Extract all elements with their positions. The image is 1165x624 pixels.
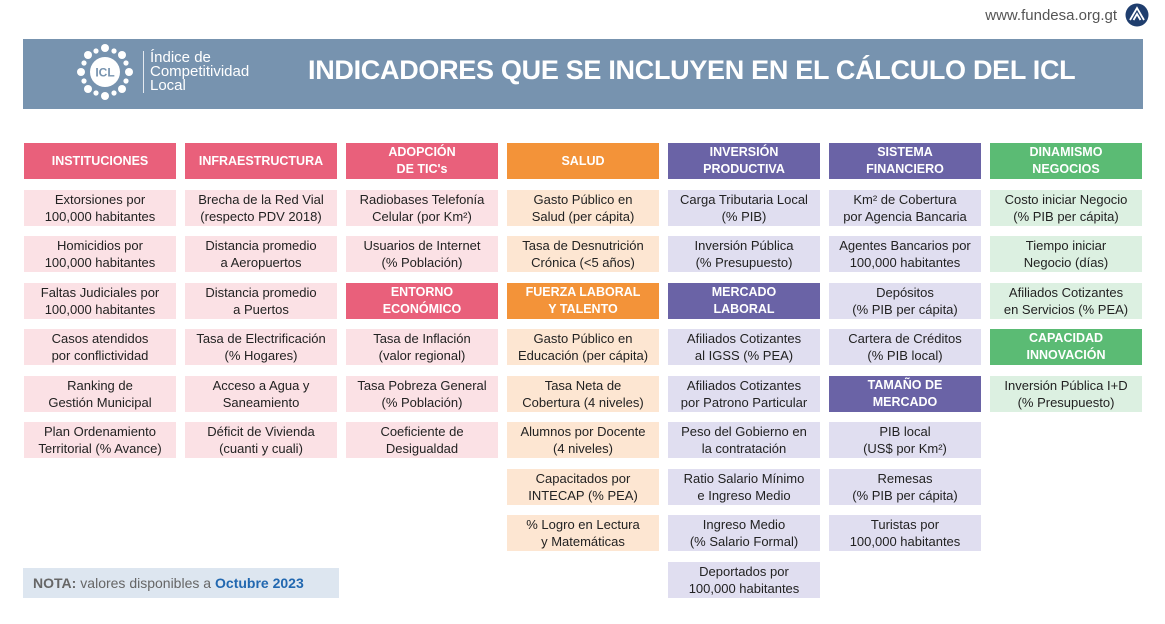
indicator-item: Remesas (% PIB per cápita)	[829, 469, 981, 505]
indicator-item: Km² de Cobertura por Agencia Bancaria	[829, 190, 981, 226]
indicator-item: Ratio Salario Mínimo e Ingreso Medio	[668, 469, 820, 505]
indicator-item: Tasa de Inflación (valor regional)	[346, 329, 498, 365]
indicator-item: Afiliados Cotizantes en Servicios (% PEA)	[990, 283, 1142, 319]
category-header-inversion-productiva: INVERSIÓN PRODUCTIVA	[668, 143, 820, 179]
indicator-item: Ingreso Medio (% Salario Formal)	[668, 515, 820, 551]
indicator-item: Distancia promedio a Aeropuertos	[185, 236, 337, 272]
indicator-item: Afiliados Cotizantes por Patrono Particular	[668, 376, 820, 412]
category-header-tamano-de-mercado: TAMAÑO DE MERCADO	[829, 376, 981, 412]
category-header-instituciones: INSTITUCIONES	[24, 143, 176, 179]
indicator-item: Agentes Bancarios por 100,000 habitantes	[829, 236, 981, 272]
indicator-item: Brecha de la Red Vial (respecto PDV 2018)	[185, 190, 337, 226]
indicator-item: Gasto Público en Educación (per cápita)	[507, 329, 659, 365]
indicator-item: Acceso a Agua y Saneamiento	[185, 376, 337, 412]
note-label: NOTA:	[33, 575, 77, 591]
indicator-item: Déficit de Vivienda (cuanti y cuali)	[185, 422, 337, 458]
indicator-item: Tasa de Desnutrición Crónica (<5 años)	[507, 236, 659, 272]
indicator-item: Tasa de Electrificación (% Hogares)	[185, 329, 337, 365]
site-url[interactable]: www.fundesa.org.gt	[985, 6, 1117, 24]
indicator-item: Usuarios de Internet (% Población)	[346, 236, 498, 272]
icl-logo-icon	[75, 42, 135, 102]
fundesa-logo-icon	[1125, 3, 1149, 27]
indicator-item: Deportados por 100,000 habitantes	[668, 562, 820, 598]
note-value: Octubre 2023	[215, 575, 304, 591]
indicator-item: Depósitos (% PIB per cápita)	[829, 283, 981, 319]
logo-line-3: Local	[150, 77, 186, 94]
indicator-item: Alumnos por Docente (4 niveles)	[507, 422, 659, 458]
indicator-item: Inversión Pública I+D (% Presupuesto)	[990, 376, 1142, 412]
category-header-mercado-laboral: MERCADO LABORAL	[668, 283, 820, 319]
indicator-item: Ranking de Gestión Municipal	[24, 376, 176, 412]
indicator-item: PIB local (US$ por Km²)	[829, 422, 981, 458]
indicator-item: Casos atendidos por conflictividad	[24, 329, 176, 365]
indicator-item: Distancia promedio a Puertos	[185, 283, 337, 319]
title-banner	[23, 39, 1143, 109]
indicator-item: Tasa Pobreza General (% Población)	[346, 376, 498, 412]
page-title: INDICADORES QUE SE INCLUYEN EN EL CÁLCULO DEL ICL	[308, 55, 1076, 85]
indicator-item: Carga Tributaria Local (% PIB)	[668, 190, 820, 226]
indicator-item: Coeficiente de Desigualdad	[346, 422, 498, 458]
logo-text	[143, 51, 249, 93]
indicator-item: Capacitados por INTECAP (% PEA)	[507, 469, 659, 505]
note-text: valores disponibles a	[80, 575, 212, 591]
indicator-item: Plan Ordenamiento Territorial (% Avance)	[24, 422, 176, 458]
logo-line-1: Índice de	[150, 49, 211, 66]
indicator-item: Tasa Neta de Cobertura (4 niveles)	[507, 376, 659, 412]
indicator-item: % Logro en Lectura y Matemáticas	[507, 515, 659, 551]
category-header-infraestructura: INFRAESTRUCTURA	[185, 143, 337, 179]
site-header	[985, 4, 1149, 26]
category-header-salud: SALUD	[507, 143, 659, 179]
indicator-item: Peso del Gobierno en la contratación	[668, 422, 820, 458]
category-header-entorno-economico: ENTORNO ECONÓMICO	[346, 283, 498, 319]
indicator-item: Tiempo iniciar Negocio (días)	[990, 236, 1142, 272]
category-header-fuerza-laboral-y-talento: FUERZA LABORAL Y TALENTO	[507, 283, 659, 319]
note-box	[23, 568, 339, 598]
category-header-sistema-financiero: SISTEMA FINANCIERO	[829, 143, 981, 179]
category-header-capacidad-innovacion: CAPACIDAD INNOVACIÓN	[990, 329, 1142, 365]
indicator-item: Cartera de Créditos (% PIB local)	[829, 329, 981, 365]
logo-line-2: Competitividad	[150, 63, 250, 80]
icl-logo	[75, 42, 249, 102]
indicator-item: Costo iniciar Negocio (% PIB per cápita)	[990, 190, 1142, 226]
indicator-item: Extorsiones por 100,000 habitantes	[24, 190, 176, 226]
indicator-item: Faltas Judiciales por 100,000 habitantes	[24, 283, 176, 319]
indicator-item: Gasto Público en Salud (per cápita)	[507, 190, 659, 226]
indicator-item: Homicidios por 100,000 habitantes	[24, 236, 176, 272]
indicator-item: Turistas por 100,000 habitantes	[829, 515, 981, 551]
indicator-item: Radiobases Telefonía Celular (por Km²)	[346, 190, 498, 226]
logo-abbr: ICL	[95, 65, 115, 80]
indicator-item: Inversión Pública (% Presupuesto)	[668, 236, 820, 272]
category-header-adopcion-de-tic-s: ADOPCIÓN DE TIC's	[346, 143, 498, 179]
indicator-item: Afiliados Cotizantes al IGSS (% PEA)	[668, 329, 820, 365]
category-header-dinamismo-negocios: DINAMISMO NEGOCIOS	[990, 143, 1142, 179]
